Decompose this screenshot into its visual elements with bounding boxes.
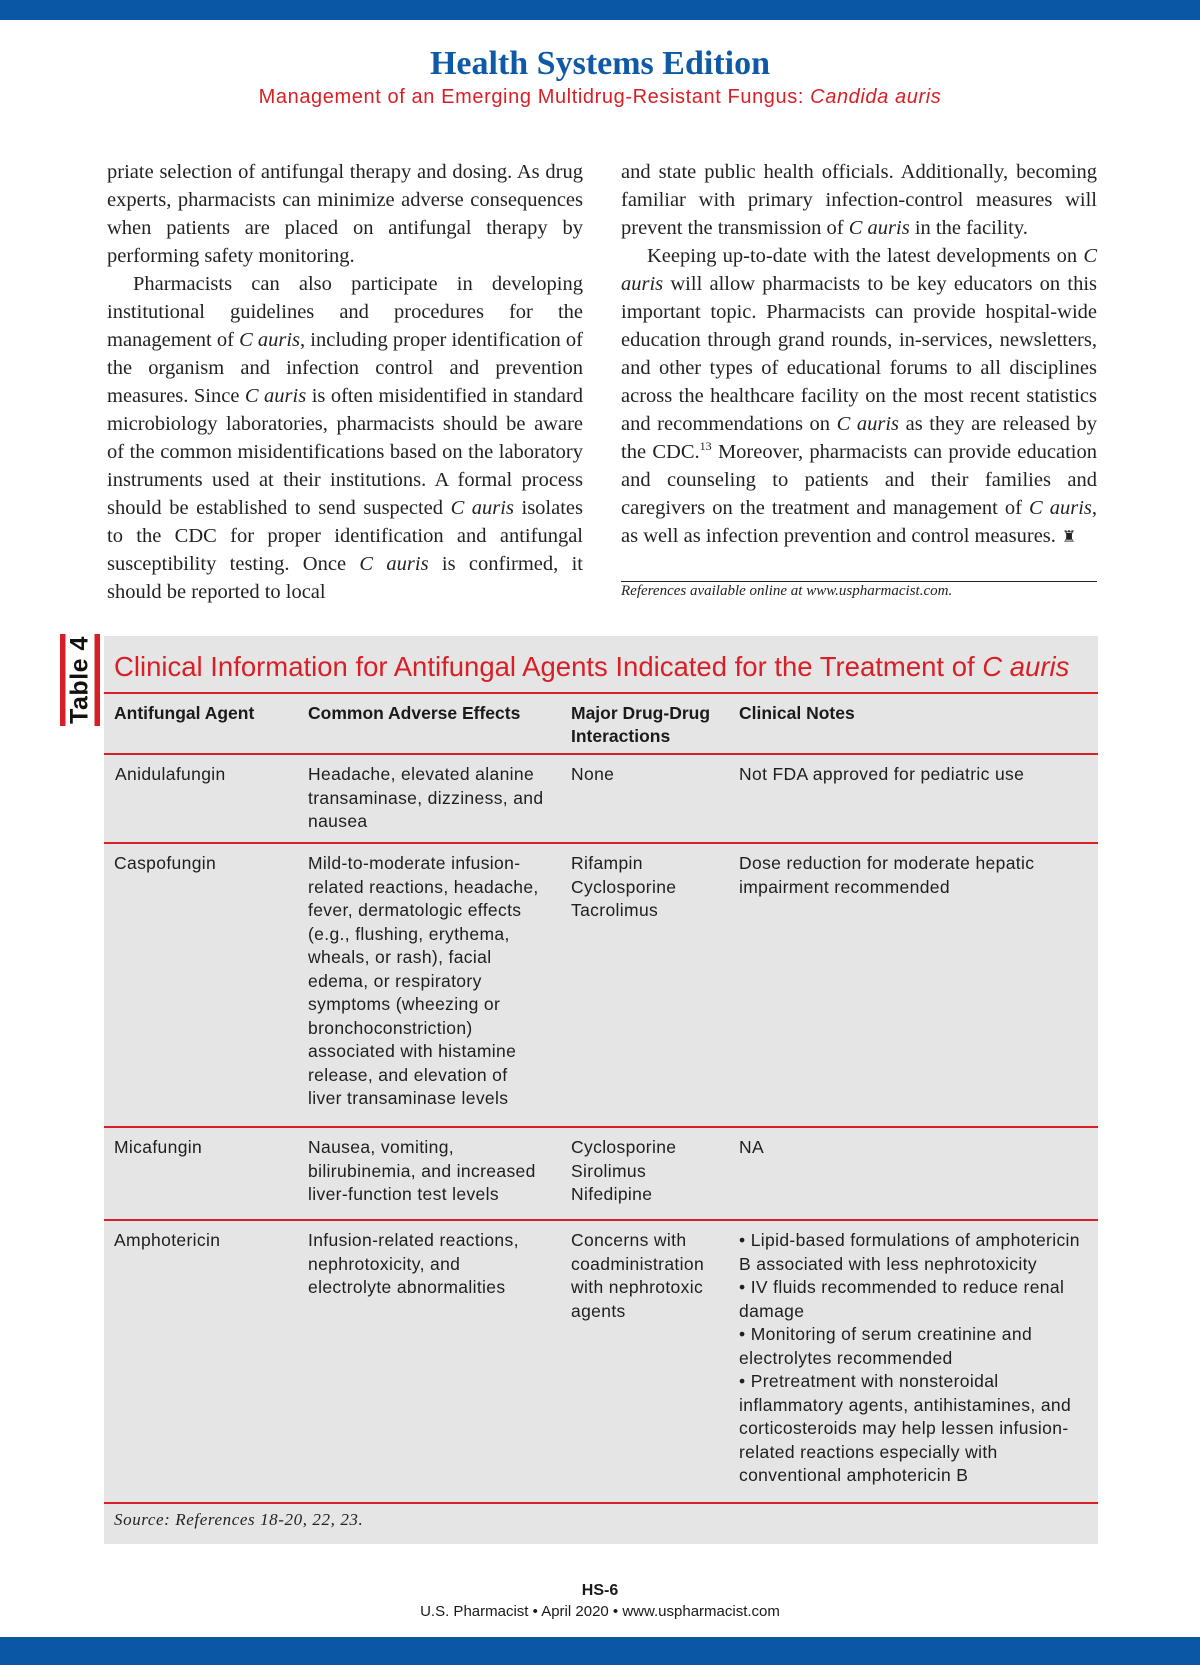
cell-line: with nephrotoxic bbox=[571, 1277, 704, 1297]
text-run: , as well as infection prevention and control measures. bbox=[621, 497, 1097, 547]
organism-name: C auris bbox=[450, 497, 514, 519]
cell-line: related reactions especially with bbox=[739, 1441, 998, 1462]
row-anidulafungin-agent: Anidulafungin bbox=[115, 764, 226, 784]
subtitle-text: Management of an Emerging Multidrug-Resistant Fungus: bbox=[258, 86, 811, 108]
page-footer bbox=[0, 1580, 1200, 1622]
cell-line: symptoms (wheezing or bbox=[308, 994, 501, 1014]
cell-line: None bbox=[571, 764, 615, 784]
text-run: in the facility. bbox=[909, 217, 1028, 239]
cell-line: bronchoconstriction) bbox=[308, 1017, 473, 1038]
cell-line: Mild-to-moderate infusion- bbox=[308, 853, 521, 873]
cell-line: Rifampin bbox=[571, 853, 643, 873]
row-amphotericin-effects bbox=[308, 1229, 558, 1300]
cell-line: transaminase, dizziness, and bbox=[308, 787, 544, 808]
cell-line: agents bbox=[571, 1300, 626, 1321]
cell-line: Tacrolimus bbox=[571, 900, 659, 920]
table-source: Source: References 18-20, 22, 23. bbox=[114, 1510, 364, 1529]
cell-line: coadministration bbox=[571, 1253, 705, 1274]
row-amphotericin-agent: Amphotericin bbox=[114, 1230, 221, 1250]
cell-line: liver-function test levels bbox=[308, 1184, 499, 1204]
row-caspofungin-notes bbox=[739, 852, 1089, 899]
cell-line: electrolytes recommended bbox=[739, 1347, 953, 1368]
subtitle-italic: Candida auris bbox=[810, 86, 942, 108]
text-run: and state public health officials. Additionally, becoming familiar with primary infection-control measures will prevent the transmission of bbox=[621, 161, 1097, 239]
table-title-italic: C auris bbox=[982, 651, 1070, 682]
cell-line: Dose reduction for moderate hepatic bbox=[739, 853, 1035, 873]
table-rule bbox=[104, 753, 1098, 755]
row-anidulafungin-effects bbox=[308, 763, 558, 834]
cell-line: Cyclosporine bbox=[571, 1137, 677, 1157]
publication-line: U.S. Pharmacist • April 2020 • www.uspharmacist.com bbox=[420, 1603, 780, 1620]
table-label: Table 4 bbox=[66, 632, 95, 728]
article-subtitle bbox=[0, 84, 1200, 110]
row-anidulafungin-interactions bbox=[571, 763, 731, 787]
cell-line: Nifedipine bbox=[571, 1184, 653, 1204]
organism-name: C auris bbox=[1028, 497, 1092, 519]
right-paragraph-2 bbox=[621, 242, 1097, 552]
table-rule bbox=[104, 1126, 1098, 1128]
table-label-tab bbox=[60, 634, 100, 726]
header-notes: Clinical Notes bbox=[739, 703, 855, 723]
organism-name: C auris bbox=[239, 329, 301, 351]
row-caspofungin-effects bbox=[308, 852, 558, 1111]
bottom-color-bar bbox=[0, 1637, 1200, 1665]
cell-line: associated with histamine bbox=[308, 1041, 517, 1061]
header-effects: Common Adverse Effects bbox=[308, 703, 521, 723]
page-number: HS-6 bbox=[581, 1582, 619, 1599]
table-rule bbox=[104, 1219, 1098, 1221]
cell-line: edema, or respiratory bbox=[308, 970, 482, 991]
header-interactions-line: Major Drug-Drug bbox=[571, 703, 711, 723]
text-run: will allow pharmacists to be key educators on this important topic. Pharmacists can provide hospital-wide education through grand rounds, in-services, newsletters, and other types of educational forums to all disciplines across the healthcare facility on the most recent statistics and recommendations on bbox=[621, 273, 1097, 435]
left-column bbox=[107, 158, 583, 606]
cell-line: • Lipid-based formulations of amphotericin bbox=[739, 1230, 1080, 1250]
cell-line: Cyclosporine bbox=[571, 876, 677, 897]
cell-line: Concerns with bbox=[571, 1230, 687, 1250]
text-run: is often misidentified in standard microbiology laboratories, pharmacists should be aware of the common misidentifications based on the laboratory instruments used at their institutions. A formal process should be established to send suspected bbox=[107, 385, 583, 519]
cell-line: impairment recommended bbox=[739, 876, 950, 897]
right-column bbox=[621, 158, 1097, 552]
cell-line: fever, dermatologic effects bbox=[308, 900, 522, 920]
cell-line: B associated with less nephrotoxicity bbox=[739, 1253, 1037, 1274]
table-rule bbox=[104, 1502, 1098, 1504]
cell-line: bilirubinemia, and increased bbox=[308, 1160, 536, 1181]
page-header bbox=[0, 44, 1200, 110]
cell-line: conventional amphotericin B bbox=[739, 1465, 969, 1485]
organism-name: C auris bbox=[836, 413, 900, 435]
cell-line: Not FDA approved for pediatric use bbox=[739, 764, 1025, 784]
header-agent: Antifungal Agent bbox=[114, 703, 255, 723]
antifungal-table bbox=[104, 636, 1098, 1544]
text-run: as they are released by the CDC. bbox=[621, 413, 1097, 463]
header-interactions-line: Interactions bbox=[571, 726, 671, 746]
organism-name: C auris bbox=[848, 217, 910, 239]
table-rule bbox=[104, 842, 1098, 844]
text-run: Keeping up-to-date with the latest developments on bbox=[647, 245, 1084, 267]
row-micafungin-interactions bbox=[571, 1136, 731, 1207]
row-caspofungin-agent: Caspofungin bbox=[114, 853, 217, 873]
citation-superscript: 13 bbox=[699, 439, 712, 454]
left-paragraph-2 bbox=[107, 270, 583, 606]
organism-name: C auris bbox=[244, 385, 307, 407]
cell-line: Nausea, vomiting, bbox=[308, 1137, 455, 1157]
cell-line: liver transaminase levels bbox=[308, 1088, 509, 1108]
table-title bbox=[114, 646, 1094, 688]
text-run: isolates to the CDC for proper identification and antifungal susceptibility testing. Once bbox=[107, 497, 583, 575]
table-rule bbox=[104, 692, 1098, 694]
edition-title: Health Systems Edition bbox=[429, 45, 771, 82]
cell-line: Headache, elevated alanine bbox=[308, 764, 535, 784]
end-mark-icon: ♜ bbox=[1061, 529, 1077, 546]
cell-line: electrolyte abnormalities bbox=[308, 1277, 506, 1297]
cell-line: nausea bbox=[308, 811, 368, 831]
references-note: References available online at www.uspharmacist.com. bbox=[621, 583, 953, 599]
row-micafungin-agent: Micafungin bbox=[114, 1137, 203, 1157]
row-anidulafungin-notes bbox=[739, 763, 1089, 787]
cell-line: corticosteroids may help lessen infusion- bbox=[739, 1418, 1069, 1438]
right-paragraph-1 bbox=[621, 158, 1097, 242]
header-interactions bbox=[571, 702, 731, 748]
text-run: Pharmacists can also participate in developing institutional guidelines and procedures for the management of bbox=[107, 273, 583, 351]
cell-line: • Monitoring of serum creatinine and bbox=[739, 1324, 1033, 1344]
organism-name: C auris bbox=[359, 553, 429, 575]
cell-line: damage bbox=[739, 1300, 805, 1321]
cell-line: release, and elevation of bbox=[308, 1064, 508, 1085]
cell-line: wheals, or rash), facial bbox=[308, 947, 492, 967]
cell-line: related reactions, headache, bbox=[308, 876, 539, 897]
row-amphotericin-interactions bbox=[571, 1229, 731, 1323]
row-amphotericin-notes bbox=[739, 1229, 1089, 1488]
text-run: , including proper identification of the organism and infection control and prevention measures. Since bbox=[107, 329, 584, 407]
cell-line: • Pretreatment with nonsteroidal bbox=[739, 1371, 999, 1391]
row-micafungin-effects bbox=[308, 1136, 558, 1207]
cell-line: (e.g., flushing, erythema, bbox=[308, 923, 510, 944]
row-micafungin-notes bbox=[739, 1136, 1089, 1160]
cell-line: nephrotoxicity, and bbox=[308, 1253, 461, 1274]
references-rule bbox=[621, 581, 1097, 582]
cell-line: Infusion-related reactions, bbox=[308, 1230, 519, 1250]
table-title-text: Clinical Information for Antifungal Agents Indicated for the Treatment of bbox=[114, 651, 983, 682]
row-caspofungin-interactions bbox=[571, 852, 731, 923]
left-paragraph-1: priate selection of antifungal therapy and dosing. As drug experts, pharmacists can minimize adverse consequences when patients are placed on antifungal therapy by performing safety monitoring. bbox=[107, 161, 583, 267]
text-run: is confirmed, it should be reported to local bbox=[107, 553, 584, 603]
cell-line: • IV fluids recommended to reduce renal bbox=[739, 1277, 1065, 1297]
top-color-bar bbox=[0, 0, 1200, 20]
organism-name: C auris bbox=[621, 245, 1097, 295]
cell-line: NA bbox=[739, 1137, 765, 1157]
cell-line: inflammatory agents, antihistamines, and bbox=[739, 1394, 1072, 1415]
cell-line: Sirolimus bbox=[571, 1160, 647, 1181]
text-run: Moreover, pharmacists can provide education and counseling to patients and their families and caregivers on the treatment and management of bbox=[621, 441, 1097, 519]
